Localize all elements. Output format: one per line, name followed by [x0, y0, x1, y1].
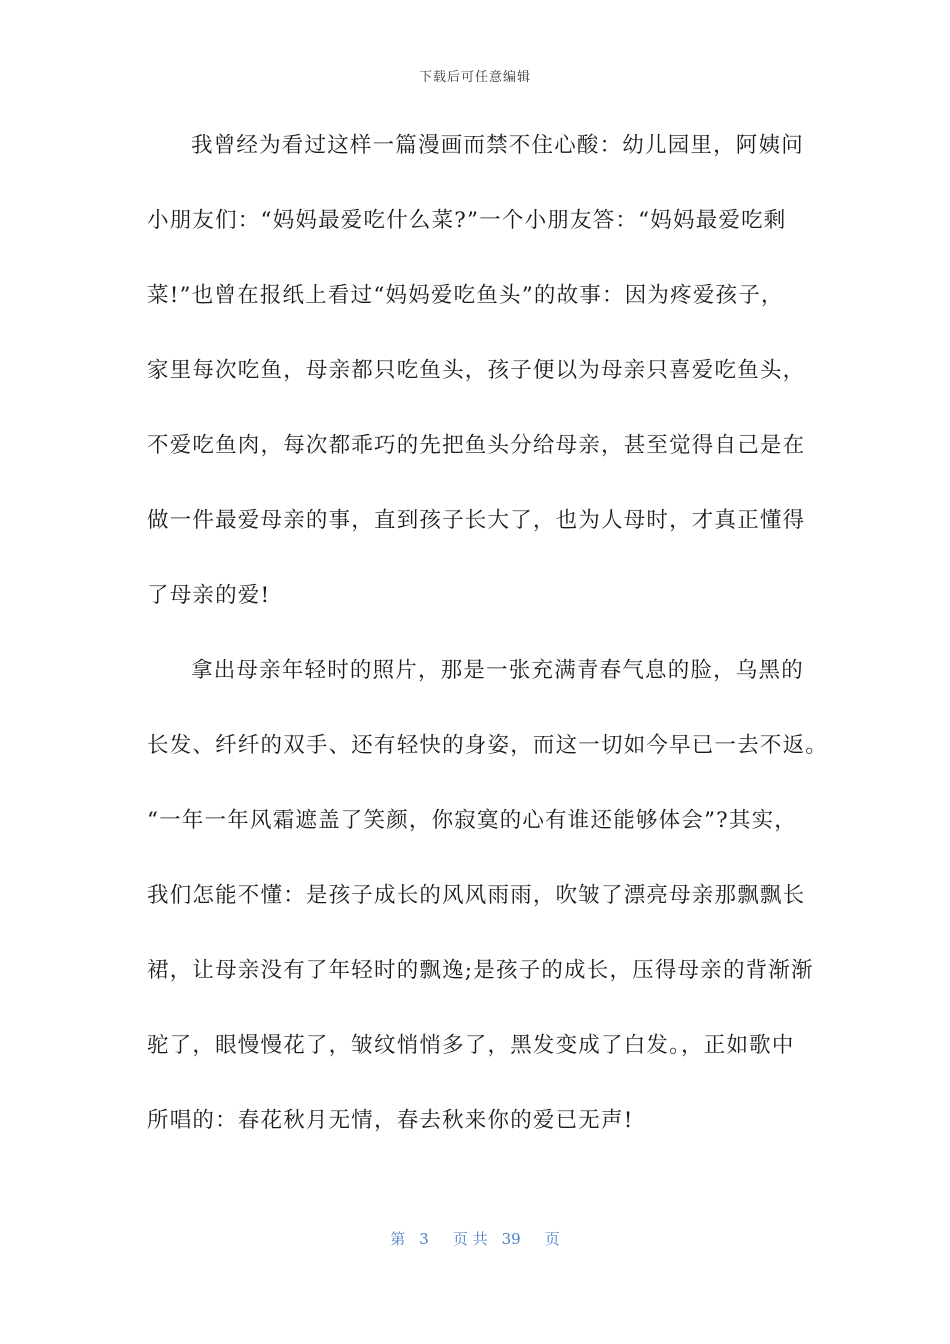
paragraph-2-line-2: 长发、纤纤的双手、还有轻快的身姿，而这一切如今早已一去不返。	[147, 733, 829, 758]
document-body	[147, 120, 829, 1170]
paragraph-1-line-6: 做一件最爱母亲的事，直到孩子长大了，也为人母时，才真正懂得	[147, 508, 806, 533]
page-footer	[0, 1228, 950, 1249]
paragraph-1-line-7: 了母亲的爱!	[147, 583, 271, 608]
paragraph-2-line-3: “一年一年风霜遮盖了笑颜，你寂寞的心有谁还能够体会”?其实，	[147, 808, 798, 833]
paragraph-1-line-5: 不爱吃鱼肉，每次都乖巧的先把鱼头分给母亲，甚至觉得自己是在	[147, 433, 806, 458]
paragraph-1-line-3: 菜!”也曾在报纸上看过“妈妈爱吃鱼头”的故事：因为疼爱孩子，	[147, 283, 784, 308]
paragraph-2-line-7: 所唱的：春花秋月无情，春去秋来你的爱已无声!	[147, 1108, 634, 1133]
paragraph-2-line-1: 拿出母亲年轻时的照片，那是一张充满青春气息的脸，乌黑的	[191, 658, 804, 683]
total-pages-number: 39	[501, 1230, 521, 1248]
header-note: 下载后可任意编辑	[418, 70, 531, 85]
footer-prefix: 第	[390, 1230, 406, 1248]
paragraph-2-line-5: 裙，让母亲没有了年轻时的飘逸;是孩子的成长，压得母亲的背渐渐	[147, 958, 814, 983]
current-page-number: 3	[419, 1230, 429, 1248]
footer-suffix: 页	[544, 1230, 560, 1248]
footer-middle: 页 共	[452, 1230, 488, 1248]
paragraph-1-line-4: 家里每次吃鱼，母亲都只吃鱼头，孩子便以为母亲只喜爱吃鱼头，	[147, 358, 806, 383]
paragraph-1-line-1: 我曾经为看过这样一篇漫画而禁不住心酸：幼儿园里，阿姨问	[191, 133, 804, 158]
paragraph-2-line-6: 驼了，眼慢慢花了，皱纹悄悄多了，黑发变成了白发。，正如歌中	[147, 1033, 795, 1058]
paragraph-1-line-2: 小朋友们：“妈妈最爱吃什么菜?”一个小朋友答：“妈妈最爱吃剩	[147, 208, 787, 233]
paragraph-2-line-4: 我们怎能不懂：是孩子成长的风风雨雨，吹皱了漂亮母亲那飘飘长	[147, 883, 806, 908]
